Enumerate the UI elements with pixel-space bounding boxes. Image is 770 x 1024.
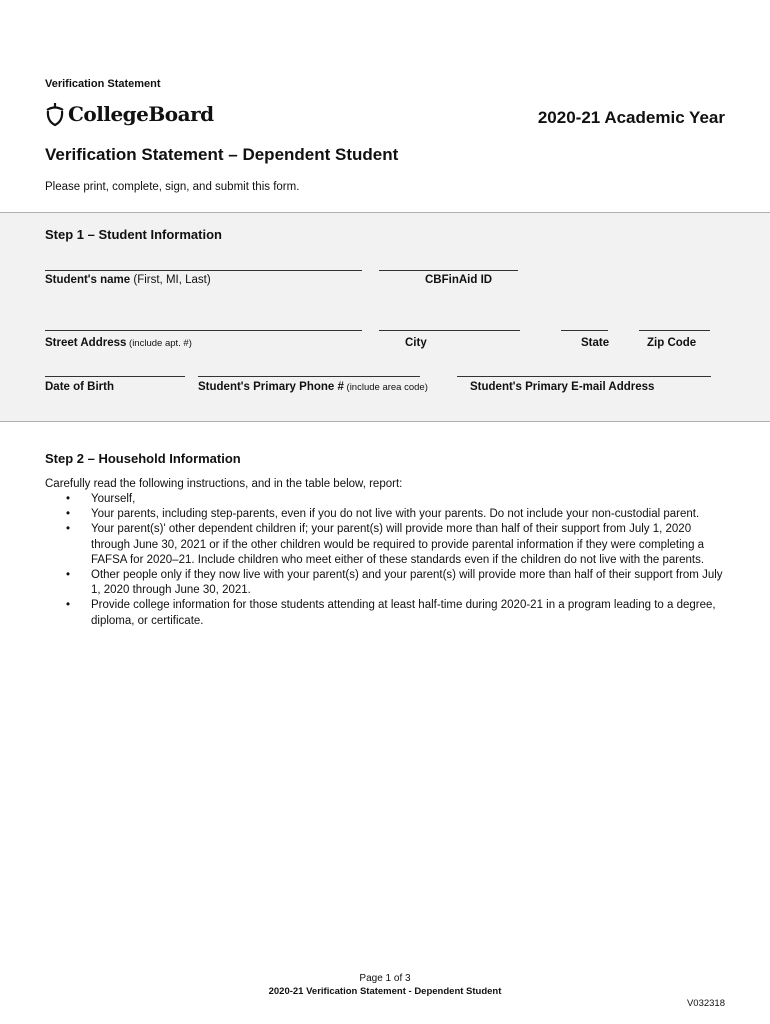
form-instructions: Please print, complete, sign, and submit this form. (45, 181, 300, 193)
list-item: • Other people only if they now live with your parent(s) and your parent(s) will provide more than half of their support from July 1, 2020 through June 30, 2021. (66, 569, 723, 597)
zip-code-field[interactable] (639, 330, 710, 331)
phone-label: Student's Primary Phone # (include area code) (198, 381, 428, 393)
list-item: • Yourself, (66, 493, 136, 505)
student-name-field[interactable] (45, 270, 362, 271)
logo-wordmark: CollegeBoard (68, 102, 214, 126)
footer-form-title: 2020-21 Verification Statement - Dependent Student (268, 986, 502, 997)
version-code: V032318 (686, 998, 725, 1009)
cbfinaid-label: CBFinAid ID (425, 274, 493, 286)
step2-intro: Carefully read the following instructions, and in the table below, report: (45, 478, 403, 490)
step2-heading: Step 2 – Household Information (45, 451, 241, 466)
list-item: • Provide college information for those students attending at least half-time during 2020-21 in a program leading to a degree, diploma, or certificate. (66, 599, 716, 627)
page-title: Verification Statement – Dependent Student (45, 145, 399, 164)
street-address-label: Street Address (include apt. #) (45, 337, 192, 349)
page-number: Page 1 of 3 (359, 973, 411, 984)
collegeboard-logo (44, 101, 214, 127)
city-label: City (405, 337, 427, 349)
zip-code-label: Zip Code (647, 337, 697, 349)
email-field[interactable] (457, 376, 711, 377)
city-field[interactable] (379, 330, 520, 331)
academic-year: 2020-21 Academic Year (537, 108, 725, 127)
phone-field[interactable] (198, 376, 420, 377)
date-of-birth-label: Date of Birth (45, 381, 114, 393)
list-item: • Your parents, including step-parents, even if you do not live with your parents. Do not include your non-custodial parent. (66, 508, 700, 521)
student-name-label: Student's name (First, MI, Last) (45, 274, 211, 286)
form-header-label: Verification Statement (45, 78, 161, 90)
street-address-field[interactable] (45, 330, 362, 331)
date-of-birth-field[interactable] (45, 376, 185, 377)
cbfinaid-field[interactable] (379, 270, 518, 271)
step1-heading: Step 1 – Student Information (45, 227, 222, 242)
acorn-icon (44, 101, 66, 127)
list-item: • Your parent(s)' other dependent children if; your parent(s) will provide more than half of their support from July 1, 2020 through June 30, 2021 or if the other children would be required to provide parental information if they were completing a FAFSA for 2020–21. Include children who meet either of these standards even if the children do not live with the parents. (66, 523, 705, 566)
state-field[interactable] (561, 330, 608, 331)
step1-section (0, 212, 770, 422)
email-label: Student's Primary E-mail Address (470, 381, 655, 393)
household-instructions-list (45, 492, 725, 629)
state-label: State (581, 337, 610, 349)
